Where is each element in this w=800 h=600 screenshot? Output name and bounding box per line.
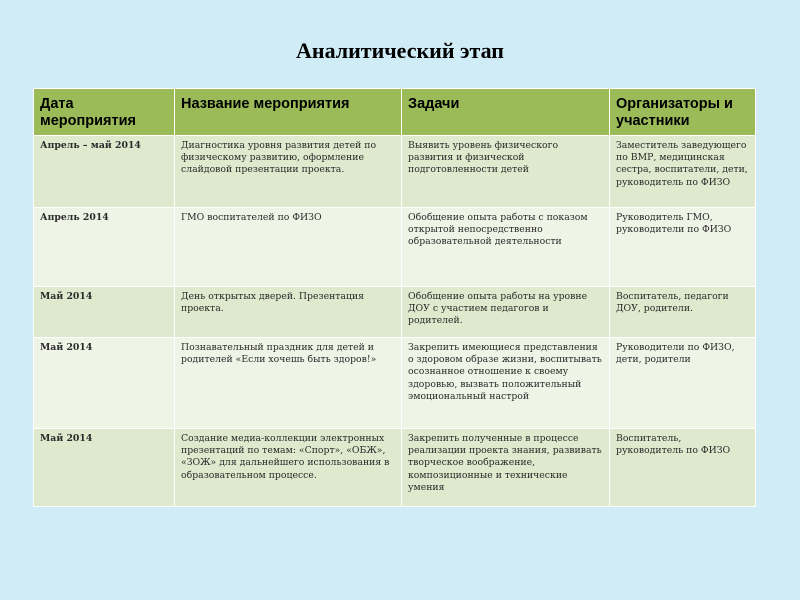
slide-title: Аналитический этап xyxy=(296,38,504,63)
row-organizers: Воспитатель, руководитель по ФИЗО xyxy=(610,429,756,507)
row-tasks: Закрепить имеющиеся представления о здоровом образе жизни, воспитывать осознанное отношение к своему здоровью, вызвать положительный эмоциональный настрой xyxy=(402,338,610,429)
row-organizers: Заместитель заведующего по ВМР, медицинская сестра, воспитатели, дети, руководитель по ФИЗО xyxy=(610,136,756,208)
header-date: Дата мероприятия xyxy=(34,89,175,136)
table-row xyxy=(34,287,756,338)
row-tasks: Выявить уровень физического развития и физической подготовленности детей xyxy=(402,136,610,208)
row-organizers: Воспитатель, педагоги ДОУ, родители. xyxy=(610,287,756,338)
row-event: День открытых дверей. Презентация проекта. xyxy=(175,287,402,338)
table-row xyxy=(34,136,756,208)
header-event: Название мероприятия xyxy=(175,89,402,136)
row-event: Диагностика уровня развития детей по физическому развитию, оформление слайдовой презентации проекта. xyxy=(175,136,402,208)
header-tasks: Задачи xyxy=(402,89,610,136)
table-row xyxy=(34,429,756,507)
header-organizers: Организаторы и участники xyxy=(610,89,756,136)
row-organizers: Руководитель ГМО, руководители по ФИЗО xyxy=(610,208,756,287)
plan-table xyxy=(33,88,756,507)
row-event: Создание медиа-коллекции электронных презентаций по темам: «Спорт», «ОБЖ», «ЗОЖ» для дальнейшего использования в образовательном процессе. xyxy=(175,429,402,507)
row-organizers: Руководители по ФИЗО, дети, родители xyxy=(610,338,756,429)
row-event: Познавательный праздник для детей и родителей «Если хочешь быть здоров!» xyxy=(175,338,402,429)
row-date: Апрель – май 2014 xyxy=(34,136,175,208)
row-date: Май 2014 xyxy=(34,338,175,429)
row-date: Май 2014 xyxy=(34,429,175,507)
row-date: Апрель 2014 xyxy=(34,208,175,287)
table-header-row xyxy=(34,89,756,136)
row-tasks: Обобщение опыта работы с показом открытой непосредственно образовательной деятельности xyxy=(402,208,610,287)
row-date: Май 2014 xyxy=(34,287,175,338)
row-tasks: Обобщение опыта работы на уровне ДОУ с участием педагогов и родителей. xyxy=(402,287,610,338)
table-row xyxy=(34,208,756,287)
row-event: ГМО воспитателей по ФИЗО xyxy=(175,208,402,287)
table-row xyxy=(34,338,756,429)
row-tasks: Закрепить полученные в процессе реализации проекта знания, развивать творческое воображение, композиционные и технические умения xyxy=(402,429,610,507)
